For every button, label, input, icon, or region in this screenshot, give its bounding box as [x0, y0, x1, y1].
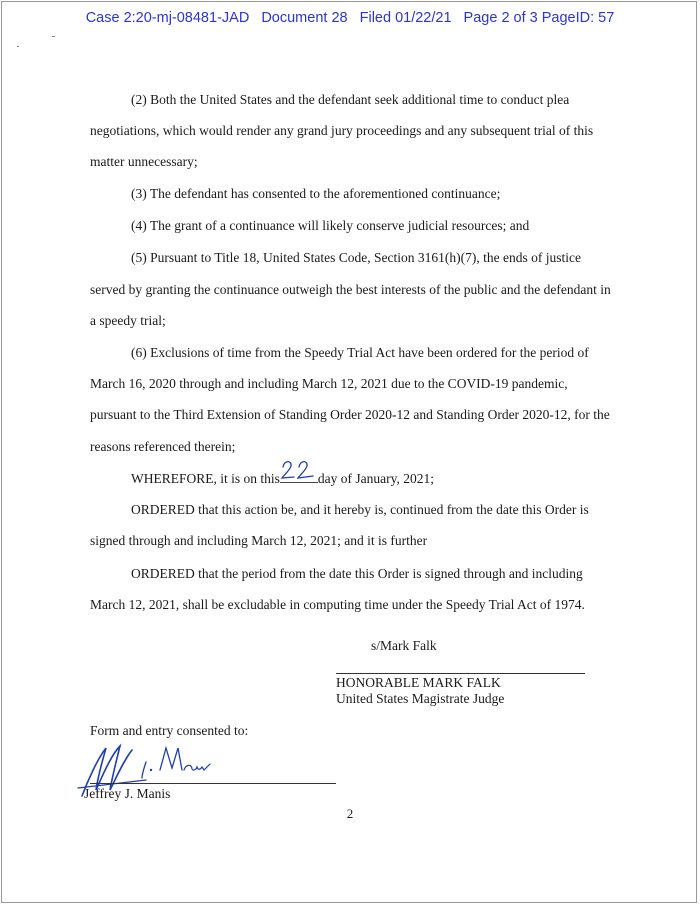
- paragraph-2-line-2: negotiations, which would render any grand jury proceedings and any subsequent trial of this: [90, 123, 594, 138]
- order-2-line-2: March 12, 2021, shall be excludable in computing time under the Speedy Trial Act of 1974.: [90, 597, 585, 612]
- page-number: 2: [346, 806, 354, 821]
- handwritten-day-ink: [278, 456, 320, 482]
- order-1-line-1: ORDERED that this action be, and it hereby is, continued from the date this Order is: [131, 502, 589, 517]
- paragraph-2-line-1: (2) Both the United States and the defendant seek additional time to conduct plea: [131, 92, 570, 107]
- paragraph-4: (4) The grant of a continuance will likely conserve judicial resources; and: [131, 218, 530, 233]
- order-1-line-2: signed through and including March 12, 2021; and it is further: [90, 533, 428, 548]
- case-number: Case 2:20-mj-08481-JAD: [85, 10, 250, 26]
- judge-name: HONORABLE MARK FALK: [336, 675, 501, 690]
- scan-speck: [17, 46, 19, 47]
- paragraph-5-line-1: (5) Pursuant to Title 18, United States Code, Section 3161(h)(7), the ends of justice: [131, 250, 581, 265]
- judge-e-signature: s/Mark Falk: [371, 638, 437, 653]
- scan-speck: [52, 36, 55, 37]
- judge-title: United States Magistrate Judge: [336, 691, 505, 706]
- paragraph-3: (3) The defendant has consented to the aforementioned continuance;: [131, 186, 501, 201]
- paragraph-2-line-3: matter unnecessary;: [90, 154, 198, 169]
- paragraph-5-line-3: a speedy trial;: [90, 313, 166, 328]
- paragraph-6-line-3: pursuant to the Third Extension of Standing Order 2020-12 and Standing Order 2020-12, for the: [90, 407, 610, 422]
- judge-signature-rule: [336, 673, 585, 674]
- paragraph-6-line-4: reasons referenced therein;: [90, 439, 236, 454]
- wherefore-line: [131, 470, 434, 487]
- wherefore-lead: WHEREFORE, it is on this: [131, 471, 280, 486]
- wherefore-tail: day of January, 2021;: [317, 471, 434, 486]
- order-2-line-1: ORDERED that the period from the date this Order is signed through and including: [131, 566, 583, 581]
- paragraph-6-line-2: March 16, 2020 through and including March 12, 2021 due to the COVID-19 pandemic,: [90, 376, 568, 391]
- consent-signature-rule: [90, 783, 336, 784]
- document-number: Document 28: [261, 10, 348, 26]
- filing-stamp: [0, 10, 700, 26]
- filed-date: Filed 01/22/21: [359, 10, 452, 26]
- consent-signer-name: Jeffrey J. Manis: [84, 786, 171, 801]
- paragraph-5-line-2: served by granting the continuance outweigh the best interests of the public and the defendant in: [90, 282, 611, 297]
- day-blank: [280, 470, 318, 483]
- consent-label: Form and entry consented to:: [90, 723, 249, 738]
- paragraph-6-line-1: (6) Exclusions of time from the Speedy Trial Act have been ordered for the period of: [131, 345, 589, 360]
- page-id: Page 2 of 3 PageID: 57: [463, 10, 615, 26]
